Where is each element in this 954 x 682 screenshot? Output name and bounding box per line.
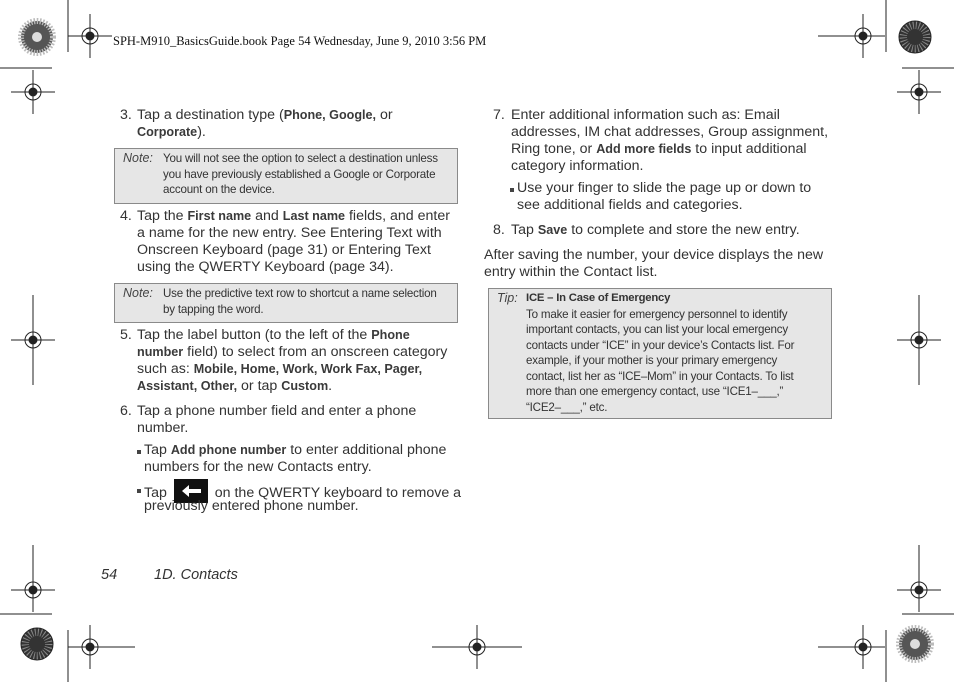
note-box-destination: Note: You will not see the option to select a destination unless you have previously established a Google or Corporate account on the device. xyxy=(114,148,458,204)
step-5: 5. Tap the label button (to the left of the Phone number field) to select from an onscreen category such as: Mobile, Home, Work, Work Fax, Pager, Assistant, Other, or tap Custom. xyxy=(120,327,448,394)
tip-title: ICE – In Case of Emergency xyxy=(526,292,671,304)
tip-label: Tip: xyxy=(497,291,518,305)
bullet-remove-phone-number: Tap on the QWERTY keyboard to remove a previously entered phone number. xyxy=(137,481,467,517)
step-8: 8. Tap Save to complete and store the new entry. xyxy=(493,222,800,238)
book-header: SPH-M910_BasicsGuide.book Page 54 Wednesday, June 9, 2010 3:56 PM xyxy=(113,34,487,48)
step-4: 4. Tap the First name and Last name fields, and enter a name for the new entry. See Entering Text with Onscreen Keyboard (page 31) or Entering Text using the QWERTY Keyboard (page 34). xyxy=(120,208,450,275)
bullet-marker xyxy=(137,489,141,493)
section-title: 1D. Contacts xyxy=(154,567,238,583)
tip-box-ice: Tip: ICE – In Case of Emergency To make it easier for emergency personnel to identify important contacts, you can list your local emergency contacts under “ICE” in your device’s Contacts list. For example, if your mother is your primary emergency contact, list her as “ICE–Mom” in your Contacts. To list more than one emergency contact, use “ICE1–___,” “ICE2–___,” etc. xyxy=(488,288,832,419)
bullet-slide-page: Use your finger to slide the page up or down to see additional fields and categories. xyxy=(510,180,840,216)
bullet-marker xyxy=(510,188,514,192)
bullet-add-phone-number: Tap Add phone number to enter additional phone numbers for the new Contacts entry. xyxy=(137,442,467,478)
page-number: 54 xyxy=(101,567,118,583)
step-3: 3. Tap a destination type (Phone, Google, or Corporate). xyxy=(120,107,393,140)
note-box-predictive: Note: Use the predictive text row to shortcut a name selection by tapping the word. xyxy=(114,283,458,323)
step-6: 6. Tap a phone number field and enter a phone number. xyxy=(120,403,417,436)
bullet-marker xyxy=(137,450,141,454)
note-label: Note: xyxy=(123,286,153,300)
note-label: Note: xyxy=(123,151,153,165)
after-saving-paragraph: After saving the number, your device displays the new entry within the Contact list. xyxy=(484,247,824,280)
step-7: 7. Enter additional information such as: Email addresses, IM chat addresses, Group assignment, Ring tone, or Add more fields to input additional category information. xyxy=(493,107,829,174)
